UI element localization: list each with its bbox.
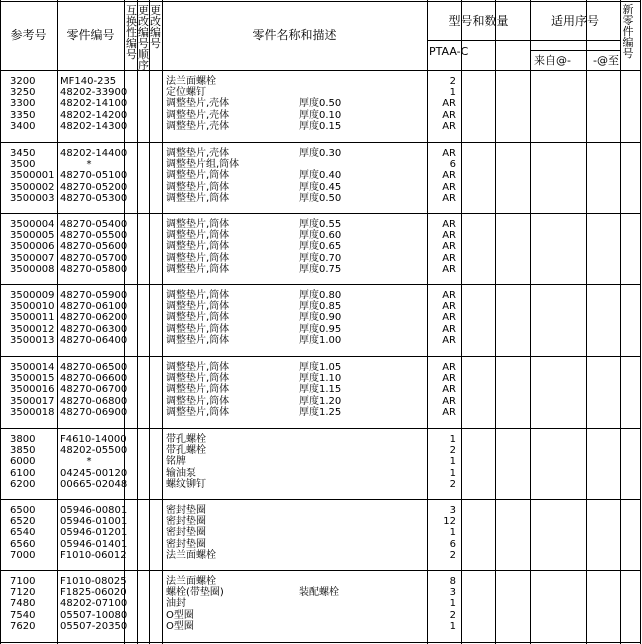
part-no-cell: 48270-05200 — [60, 181, 128, 193]
header-divider — [530, 50, 620, 51]
description-cell: 厚度1.00 — [299, 334, 342, 346]
quantity-cell: 3 — [449, 587, 456, 599]
part-name-cell: 密封垫圈 — [166, 505, 206, 516]
ref-no-cell: 3500012 — [10, 323, 55, 335]
header-name-desc: 零件名称和描述 — [252, 28, 337, 42]
ref-no-cell: 7480 — [10, 598, 36, 610]
description-cell: 厚度0.90 — [299, 312, 342, 324]
table-row — [0, 98, 642, 109]
part-name-cell: 带孔螺栓 — [166, 445, 206, 457]
table-row — [0, 527, 642, 538]
header-interchange: 互换性编号 — [126, 4, 137, 61]
description-cell: 厚度0.65 — [299, 241, 342, 253]
quantity-cell: AR — [442, 148, 456, 159]
quantity-cell: AR — [442, 219, 456, 230]
ref-no-cell: 3500005 — [10, 230, 55, 242]
quantity-cell: 12 — [443, 516, 456, 528]
part-no-cell: 48270-06800 — [60, 395, 128, 407]
part-name-cell: 调整垫片,壳体 — [166, 148, 230, 159]
part-no-cell: F1010-06012 — [60, 549, 127, 561]
part-name-cell: 调整垫片,壳体 — [166, 98, 230, 110]
ref-no-cell: 3500008 — [10, 263, 55, 275]
header-change-order: 更改编号顺序 — [138, 4, 149, 72]
table-row — [0, 110, 642, 121]
part-name-cell: 调整垫片,筒体 — [166, 373, 230, 385]
part-no-cell: 48202-14100 — [60, 98, 128, 110]
part-no-cell: F1825-06020 — [60, 587, 127, 599]
ref-no-cell: 3500004 — [10, 219, 55, 230]
part-name-cell: 调整垫片,筒体 — [166, 334, 230, 346]
ref-no-cell: 7100 — [10, 576, 36, 587]
ref-no-cell: 3500009 — [10, 290, 55, 301]
ref-no-cell: 7620 — [10, 620, 36, 632]
quantity-cell: 1 — [449, 527, 456, 539]
ref-no-cell: 3500011 — [10, 312, 55, 324]
ref-no-cell: 6100 — [10, 467, 36, 479]
table-row — [0, 362, 642, 373]
table-row — [0, 335, 642, 346]
table-border-bottom — [0, 642, 641, 643]
part-no-cell: 48270-05900 — [60, 290, 128, 301]
table-row — [0, 479, 642, 490]
part-no-cell: 48202-14400 — [60, 148, 128, 159]
part-name-cell: 密封垫圈 — [166, 538, 206, 550]
ref-no-cell: 3300 — [10, 98, 36, 110]
quantity-cell: AR — [442, 323, 456, 335]
part-no-cell: 48202-14200 — [60, 109, 128, 121]
quantity-cell: 1 — [449, 456, 456, 468]
ref-no-cell: 6200 — [10, 478, 36, 490]
part-name-cell: 密封垫圈 — [166, 516, 206, 528]
description-cell: 装配螺栓 — [299, 587, 339, 599]
table-row — [0, 182, 642, 193]
table-row — [0, 576, 642, 587]
group-rule — [0, 499, 641, 500]
part-name-cell: 调整垫片,筒体 — [166, 312, 230, 324]
description-cell: 厚度0.50 — [299, 192, 342, 204]
table-row — [0, 301, 642, 312]
part-no-cell: 48270-06100 — [60, 301, 128, 313]
header-to: -@至 — [593, 54, 619, 67]
part-name-cell: 调整垫片,筒体 — [166, 252, 230, 264]
part-no-cell: 00665-02048 — [60, 478, 128, 490]
table-row — [0, 407, 642, 418]
description-cell: 厚度0.30 — [299, 148, 342, 159]
description-cell: 厚度0.80 — [299, 290, 342, 301]
ref-no-cell: 3500016 — [10, 384, 55, 396]
part-no-cell: 48270-05100 — [60, 170, 128, 182]
ref-no-cell: 3800 — [10, 434, 36, 445]
quantity-cell: AR — [442, 98, 456, 110]
description-cell: 厚度0.75 — [299, 263, 342, 275]
quantity-cell: AR — [442, 362, 456, 373]
table-row — [0, 253, 642, 264]
quantity-cell: 1 — [449, 434, 456, 445]
table-row — [0, 396, 642, 407]
quantity-cell: AR — [442, 230, 456, 242]
part-name-cell: 调整垫片,壳体 — [166, 109, 230, 121]
part-name-cell: 油封 — [166, 598, 186, 610]
quantity-cell: 8 — [449, 576, 456, 587]
quantity-cell: 2 — [449, 76, 456, 87]
ref-no-cell: 3500013 — [10, 334, 55, 346]
part-no-cell: 04245-00120 — [60, 467, 128, 479]
quantity-cell: 2 — [449, 445, 456, 457]
part-name-cell: 调整垫片,筒体 — [166, 362, 230, 373]
description-cell: 厚度0.45 — [299, 181, 342, 193]
table-row — [0, 373, 642, 384]
part-no-cell: 05507-10080 — [60, 609, 128, 621]
header-change-no: 更改编号 — [150, 4, 161, 50]
ref-no-cell: 3500006 — [10, 241, 55, 253]
group-rule — [0, 142, 641, 143]
part-name-cell: 调整垫片,筒体 — [166, 219, 230, 230]
quantity-cell: 1 — [449, 620, 456, 632]
part-no-cell: 48270-06700 — [60, 384, 128, 396]
part-name-cell: 调整垫片,筒体 — [166, 384, 230, 396]
description-cell: 厚度1.05 — [299, 362, 342, 373]
group-rule — [0, 428, 641, 429]
part-name-cell: 铭牌 — [166, 456, 186, 468]
part-no-cell: 48270-05700 — [60, 252, 128, 264]
part-name-cell: 螺纹铆钉 — [166, 478, 206, 490]
part-no-cell: 48270-06500 — [60, 362, 128, 373]
description-cell: 厚度0.10 — [299, 109, 342, 121]
part-no-cell: 05946-01001 — [60, 516, 128, 528]
part-no-cell: 48270-05800 — [60, 263, 128, 275]
ref-no-cell: 3500018 — [10, 406, 55, 418]
part-name-cell: 螺栓(带垫圈) — [166, 587, 224, 599]
quantity-cell: AR — [442, 373, 456, 385]
part-name-cell: 调整垫片,筒体 — [166, 181, 230, 193]
ref-no-cell: 7540 — [10, 609, 36, 621]
quantity-cell: AR — [442, 334, 456, 346]
part-no-cell: MF140-235 — [60, 76, 117, 87]
part-name-cell: 法兰面螺栓 — [166, 76, 216, 87]
part-no-cell: 48270-05300 — [60, 192, 128, 204]
quantity-cell: AR — [442, 406, 456, 418]
quantity-cell: AR — [442, 120, 456, 132]
ref-no-cell: 3500002 — [10, 181, 55, 193]
quantity-cell: AR — [442, 170, 456, 182]
ref-no-cell: 6540 — [10, 527, 36, 539]
header-model-qty: 型号和数量 — [448, 14, 509, 28]
ref-no-cell: 3500017 — [10, 395, 55, 407]
part-name-cell: 法兰面螺栓 — [166, 549, 216, 561]
part-no-cell: 48270-06200 — [60, 312, 128, 324]
group-rule — [0, 356, 641, 357]
part-name-cell: 调整垫片,筒体 — [166, 406, 230, 418]
part-name-cell: 输油泵 — [166, 467, 196, 479]
ref-no-cell: 7120 — [10, 587, 36, 599]
quantity-cell: 2 — [449, 549, 456, 561]
description-cell: 厚度1.15 — [299, 384, 342, 396]
ref-no-cell: 3500 — [10, 159, 36, 171]
quantity-cell: AR — [442, 109, 456, 121]
part-no-cell: 48202-07100 — [60, 598, 128, 610]
table-row — [0, 610, 642, 621]
quantity-cell: 2 — [449, 609, 456, 621]
ref-no-cell: 6520 — [10, 516, 36, 528]
table-row — [0, 76, 642, 87]
header-model-code: PTAA-C — [429, 45, 469, 58]
header-from: 来自@- — [534, 54, 571, 67]
header-bottom-rule — [0, 70, 641, 71]
part-no-cell: 05946-01401 — [60, 538, 128, 550]
quantity-cell: AR — [442, 301, 456, 313]
quantity-cell: 1 — [449, 467, 456, 479]
ref-no-cell: 3200 — [10, 76, 36, 87]
part-name-cell: 法兰面螺栓 — [166, 576, 216, 587]
ref-no-cell: 3500007 — [10, 252, 55, 264]
table-row — [0, 324, 642, 335]
part-name-cell: 调整垫片,筒体 — [166, 170, 230, 182]
table-row — [0, 159, 642, 170]
description-cell: 厚度0.60 — [299, 230, 342, 242]
part-no-cell: 48270-05400 — [60, 219, 128, 230]
part-name-cell: 调整垫片,筒体 — [166, 395, 230, 407]
table-row — [0, 456, 642, 467]
part-no-cell: 48202-33900 — [60, 87, 128, 99]
ref-no-cell: 3500010 — [10, 301, 55, 313]
ref-no-cell: 3400 — [10, 120, 36, 132]
quantity-cell: AR — [442, 241, 456, 253]
description-cell: 厚度0.50 — [299, 98, 342, 110]
ref-no-cell: 3500001 — [10, 170, 55, 182]
quantity-cell: 6 — [449, 538, 456, 550]
part-no-cell: 48270-05600 — [60, 241, 128, 253]
part-name-cell: 密封垫圈 — [166, 527, 206, 539]
quantity-cell: AR — [442, 263, 456, 275]
part-no-cell: 48270-06900 — [60, 406, 128, 418]
table-row — [0, 550, 642, 561]
table-row — [0, 445, 642, 456]
header-new-part: 新零件编号 — [622, 3, 634, 60]
quantity-cell: 1 — [449, 598, 456, 610]
part-name-cell: 调整垫片,筒体 — [166, 230, 230, 242]
group-rule — [0, 570, 641, 571]
ref-no-cell: 3250 — [10, 87, 36, 99]
part-name-cell: 带孔螺栓 — [166, 434, 206, 445]
quantity-cell: AR — [442, 290, 456, 301]
table-row — [0, 121, 642, 132]
table-row — [0, 516, 642, 527]
table-row — [0, 587, 642, 598]
part-no-cell: * — [86, 159, 92, 171]
table-row — [0, 621, 642, 632]
table-row — [0, 230, 642, 241]
header-part-no: 零件编号 — [66, 28, 115, 42]
description-cell: 厚度0.85 — [299, 301, 342, 313]
ref-no-cell: 3350 — [10, 109, 36, 121]
quantity-cell: AR — [442, 312, 456, 324]
quantity-cell: AR — [442, 395, 456, 407]
table-row — [0, 193, 642, 204]
header-ref-no: 参考号 — [10, 28, 47, 42]
table-row — [0, 290, 642, 301]
part-no-cell: 48202-14300 — [60, 120, 128, 132]
quantity-cell: 1 — [449, 87, 456, 99]
part-no-cell: 48270-06400 — [60, 334, 128, 346]
ref-no-cell: 6560 — [10, 538, 36, 550]
table-row — [0, 219, 642, 230]
part-name-cell: 调整垫片,筒体 — [166, 192, 230, 204]
part-no-cell: 48270-06300 — [60, 323, 128, 335]
group-rule — [0, 213, 641, 214]
table-row — [0, 468, 642, 479]
table-row — [0, 148, 642, 159]
part-name-cell: 调整垫片,壳体 — [166, 120, 230, 132]
ref-no-cell: 3500015 — [10, 373, 55, 385]
part-no-cell: 48270-06600 — [60, 373, 128, 385]
part-name-cell: 调整垫片,筒体 — [166, 290, 230, 301]
description-cell: 厚度1.10 — [299, 373, 342, 385]
table-row — [0, 539, 642, 550]
table-row — [0, 87, 642, 98]
part-name-cell: 调整垫片,筒体 — [166, 241, 230, 253]
table-row — [0, 170, 642, 181]
table-row — [0, 384, 642, 395]
part-no-cell: 05946-01201 — [60, 527, 128, 539]
ref-no-cell: 6000 — [10, 456, 36, 468]
description-cell: 厚度1.25 — [299, 406, 342, 418]
description-cell: 厚度0.55 — [299, 219, 342, 230]
quantity-cell: 6 — [449, 159, 456, 171]
quantity-cell: AR — [442, 181, 456, 193]
header-divider — [427, 40, 620, 41]
ref-no-cell: 3500014 — [10, 362, 55, 373]
part-name-cell: O型圈 — [166, 609, 194, 621]
part-no-cell: 05507-20350 — [60, 620, 128, 632]
part-no-cell: * — [86, 456, 92, 468]
table-row — [0, 434, 642, 445]
ref-no-cell: 3500003 — [10, 192, 55, 204]
group-rule — [0, 284, 641, 285]
table-row — [0, 312, 642, 323]
table-row — [0, 241, 642, 252]
description-cell: 厚度0.95 — [299, 323, 342, 335]
part-name-cell: 定位螺钉 — [166, 87, 206, 99]
part-name-cell: O型圈 — [166, 620, 194, 632]
description-cell: 厚度0.70 — [299, 252, 342, 264]
part-no-cell: 48270-05500 — [60, 230, 128, 242]
ref-no-cell: 3850 — [10, 445, 36, 457]
table-border-top — [0, 1, 641, 2]
quantity-cell: 3 — [449, 505, 456, 516]
part-no-cell: F4610-14000 — [60, 434, 127, 445]
part-no-cell: 05946-00801 — [60, 505, 128, 516]
quantity-cell: AR — [442, 384, 456, 396]
description-cell: 厚度1.20 — [299, 395, 342, 407]
description-cell: 厚度0.15 — [299, 120, 342, 132]
table-row — [0, 264, 642, 275]
quantity-cell: AR — [442, 192, 456, 204]
quantity-cell: AR — [442, 252, 456, 264]
ref-no-cell: 7000 — [10, 549, 36, 561]
part-name-cell: 调整垫片,筒体 — [166, 263, 230, 275]
table-row — [0, 505, 642, 516]
table-row — [0, 598, 642, 609]
part-no-cell: 48202-05500 — [60, 445, 128, 457]
part-name-cell: 调整垫片组,筒体 — [166, 159, 240, 171]
part-name-cell: 调整垫片,筒体 — [166, 323, 230, 335]
ref-no-cell: 3450 — [10, 148, 36, 159]
ref-no-cell: 6500 — [10, 505, 36, 516]
part-name-cell: 调整垫片,筒体 — [166, 301, 230, 313]
part-no-cell: F1010-08025 — [60, 576, 127, 587]
header-applicable-seq: 适用序号 — [550, 14, 599, 28]
description-cell: 厚度0.40 — [299, 170, 342, 182]
quantity-cell: 2 — [449, 478, 456, 490]
